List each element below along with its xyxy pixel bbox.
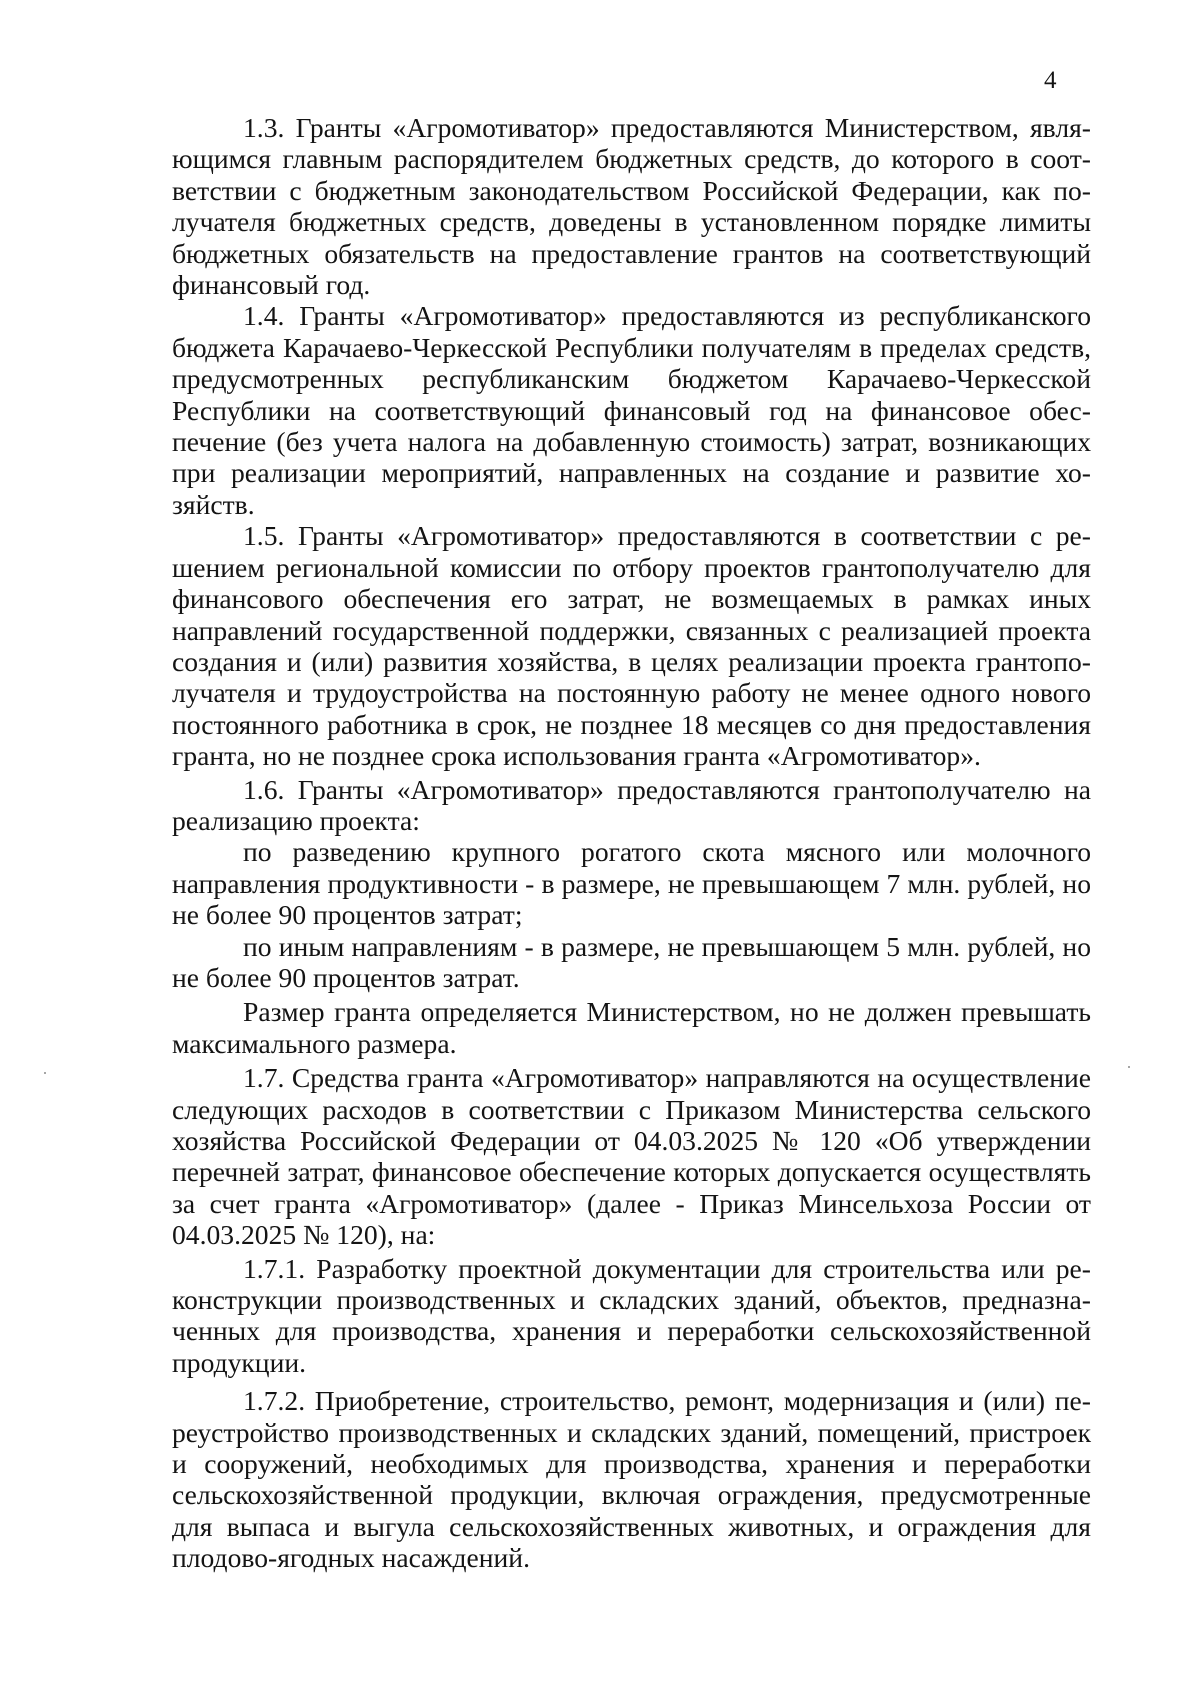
scan-speck-right xyxy=(1128,1066,1130,1068)
paragraph-1-5: 1.5. Гранты «Агромотиватор» предоставляются в соответствии с решением региональной комиссии по отбору проектов грантополучателю для финансового обеспечения его затрат, не возмещаемых в рамках иных направлений государственной поддержки, связанных с реализацией проекта создания и (или) развития хозяйства, в целях реализации проекта грантополучателя и трудоустройства на постоянную работу не менее одного нового постоянного работника в срок, не позднее 18 месяцев со дня предоставления гранта, но не позднее срока использования гранта «Агромотиватор». xyxy=(172,520,1091,772)
paragraph-1-7: 1.7. Средства гранта «Агромотиватор» направляются на осуществление следующих расходов в соответствии с Приказом Министерства сельского хозяйства Российской Федерации от 04.03.2025 № 120 «Об утверждении перечней затрат, финансовое обеспечение которых допускается осуществлять за счет гранта «Агромотиватор» (далее - Приказ Минсельхоза России от 04.03.2025 № 120), на: xyxy=(172,1062,1091,1251)
paragraph-1-6: 1.6. Гранты «Агромотиватор» предоставляются грантополучателю на реализацию проекта: xyxy=(172,773,1091,836)
document-body xyxy=(172,112,1091,1574)
page-number: 4 xyxy=(1044,67,1057,94)
paragraph-grant-size: Размер гранта определяется Министерством, но не должен превышать максимального размера. xyxy=(172,996,1091,1059)
paragraph-1-6-cattle: по разведению крупного рогатого скота мясного или молочного направления продуктивности - в размере, не превышающем 7 млн. рублей, но не более 90 процентов затрат; xyxy=(172,836,1091,931)
paragraph-1-7-2: 1.7.2. Приобретение, строительство, ремонт, модернизация и (или) переустройство производственных и складских зданий, помещений, пристроек и сооружений, необходимых для производства, хранения и переработки сельскохозяйственной продукции, включая ограждения, предусмотренные для выпаса и выгула сельскохозяйственных животных, и ограждения для плодово-ягодных насаждений. xyxy=(172,1385,1091,1574)
scan-speck-left xyxy=(44,1072,46,1074)
paragraph-1-3: 1.3. Гранты «Агромотиватор» предоставляются Министерством, являющимся главным распорядителем бюджетных средств, до которого в соответствии с бюджетным законодательством Российской Федерации, как получателя бюджетных средств, доведены в установленном порядке лимиты бюджетных обязательств на предоставление грантов на соответствующий финансовый год. xyxy=(172,112,1091,301)
paragraph-1-6-other: по иным направлениям - в размере, не превышающем 5 млн. рублей, но не более 90 процентов затрат. xyxy=(172,930,1091,993)
paragraph-1-7-1: 1.7.1. Разработку проектной документации для строительства или реконструкции производственных и складских зданий, объектов, предназначенных для производства, хранения и переработки сельскохозяйственной продукции. xyxy=(172,1252,1091,1378)
paragraph-1-4: 1.4. Гранты «Агромотиватор» предоставляются из республиканского бюджета Карачаево-Черкесской Республики получателям в пределах средств, предусмотренных республиканским бюджетом Карачаево-Черкесской Республики на соответствующий финансовый год на финансовое обеспечение (без учета налога на добавленную стоимость) затрат, возникающих при реализации мероприятий, направленных на создание и развитие хозяйств. xyxy=(172,300,1091,520)
